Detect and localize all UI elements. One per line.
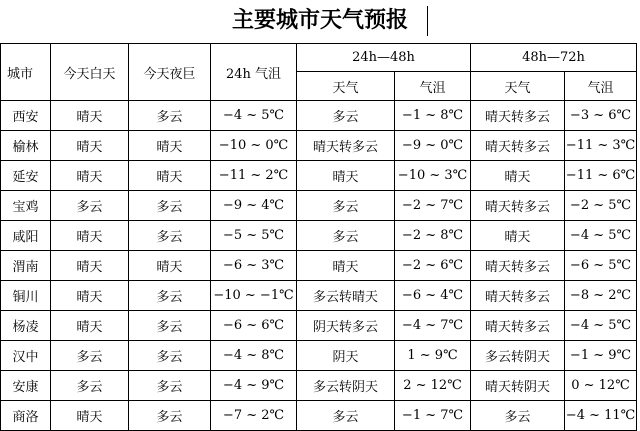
header-temp-48: 气沮	[395, 72, 471, 101]
night-weather-cell: 晴天	[129, 251, 211, 281]
night-weather-cell: 多云	[129, 221, 211, 251]
weather48-cell: 晴天	[297, 251, 395, 281]
temp72-cell: −3 ~ 6℃	[565, 101, 637, 131]
header-group-48-72: 48h—72h	[471, 44, 637, 72]
table-row	[1, 131, 637, 161]
day-weather-cell: 晴天	[51, 221, 129, 251]
city-cell: 商洛	[1, 401, 51, 431]
header-row-1	[1, 44, 637, 72]
day-weather-cell: 多云	[51, 191, 129, 221]
temp24-cell: −4 ~ 8℃	[211, 341, 297, 371]
header-group-24-48: 24h—48h	[297, 44, 471, 72]
day-weather-cell: 多云	[51, 371, 129, 401]
weather72-cell: 晴天转多云	[471, 191, 565, 221]
weather48-cell: 多云转晴天	[297, 281, 395, 311]
weather48-cell: 多云	[297, 221, 395, 251]
temp24-cell: −10 ~ −1℃	[211, 281, 297, 311]
table-row	[1, 221, 637, 251]
night-weather-cell: 多云	[129, 371, 211, 401]
weather48-cell: 多云	[297, 401, 395, 431]
weather48-cell: 阴天转多云	[297, 311, 395, 341]
table-row	[1, 191, 637, 221]
city-cell: 榆林	[1, 131, 51, 161]
temp48-cell: −10 ~ 3℃	[395, 161, 471, 191]
weather48-cell: 阴天	[297, 341, 395, 371]
temp48-cell: −6 ~ 4℃	[395, 281, 471, 311]
day-weather-cell: 晴天	[51, 161, 129, 191]
day-weather-cell: 多云	[51, 341, 129, 371]
temp48-cell: −9 ~ 0℃	[395, 131, 471, 161]
night-weather-cell: 晴天	[129, 161, 211, 191]
forecast-table	[0, 43, 637, 431]
temp72-cell: 0 ~ 12℃	[565, 371, 637, 401]
temp24-cell: −6 ~ 3℃	[211, 251, 297, 281]
weather48-cell: 多云转阴天	[297, 371, 395, 401]
text-cursor	[427, 6, 428, 36]
header-temp-72: 气沮	[565, 72, 637, 101]
temp72-cell: −4 ~ 11℃	[565, 401, 637, 431]
header-day: 今天白天	[51, 44, 129, 101]
table-row	[1, 341, 637, 371]
temp72-cell: −1 ~ 9℃	[565, 341, 637, 371]
temp48-cell: −1 ~ 7℃	[395, 401, 471, 431]
temp72-cell: −4 ~ 5℃	[565, 311, 637, 341]
weather72-cell: 晴天	[471, 221, 565, 251]
temp24-cell: −10 ~ 0℃	[211, 131, 297, 161]
temp24-cell: −4 ~ 9℃	[211, 371, 297, 401]
temp72-cell: −11 ~ 6℃	[565, 161, 637, 191]
weather72-cell: 晴天转阴天	[471, 371, 565, 401]
table-row	[1, 311, 637, 341]
temp24-cell: −5 ~ 5℃	[211, 221, 297, 251]
page-title: 主要城市天气预报	[231, 7, 408, 33]
temp48-cell: −2 ~ 7℃	[395, 191, 471, 221]
day-weather-cell: 晴天	[51, 251, 129, 281]
night-weather-cell: 多云	[129, 191, 211, 221]
night-weather-cell: 晴天	[129, 131, 211, 161]
city-cell: 宝鸡	[1, 191, 51, 221]
weather48-cell: 多云	[297, 191, 395, 221]
table-row	[1, 401, 637, 431]
temp72-cell: −8 ~ 2℃	[565, 281, 637, 311]
city-cell: 杨凌	[1, 311, 51, 341]
temp72-cell: −4 ~ 5℃	[565, 221, 637, 251]
table-row	[1, 371, 637, 401]
temp72-cell: −2 ~ 5℃	[565, 191, 637, 221]
weather72-cell: 晴天转多云	[471, 311, 565, 341]
city-cell: 西安	[1, 101, 51, 131]
city-cell: 汉中	[1, 341, 51, 371]
weather48-cell: 多云	[297, 101, 395, 131]
city-cell: 安康	[1, 371, 51, 401]
weather72-cell: 晴天转多云	[471, 101, 565, 131]
temp72-cell: −6 ~ 5℃	[565, 251, 637, 281]
day-weather-cell: 晴天	[51, 401, 129, 431]
header-weather-48: 天气	[297, 72, 395, 101]
header-weather-72: 天气	[471, 72, 565, 101]
night-weather-cell: 多云	[129, 311, 211, 341]
day-weather-cell: 晴天	[51, 281, 129, 311]
night-weather-cell: 多云	[129, 101, 211, 131]
table-row	[1, 251, 637, 281]
night-weather-cell: 多云	[129, 281, 211, 311]
temp24-cell: −7 ~ 2℃	[211, 401, 297, 431]
weather72-cell: 晴天	[471, 161, 565, 191]
city-cell: 延安	[1, 161, 51, 191]
city-cell: 铜川	[1, 281, 51, 311]
weather72-cell: 多云转阴天	[471, 341, 565, 371]
temp24-cell: −11 ~ 2℃	[211, 161, 297, 191]
weather72-cell: 晴天转多云	[471, 251, 565, 281]
city-cell: 渭南	[1, 251, 51, 281]
night-weather-cell: 多云	[129, 401, 211, 431]
temp24-cell: −9 ~ 4℃	[211, 191, 297, 221]
day-weather-cell: 晴天	[51, 131, 129, 161]
table-row	[1, 101, 637, 131]
temp48-cell: −4 ~ 7℃	[395, 311, 471, 341]
temp48-cell: −2 ~ 6℃	[395, 251, 471, 281]
night-weather-cell: 多云	[129, 341, 211, 371]
weather72-cell: 多云	[471, 401, 565, 431]
weather72-cell: 晴天转多云	[471, 131, 565, 161]
temp48-cell: 1 ~ 9℃	[395, 341, 471, 371]
weather48-cell: 晴天转多云	[297, 131, 395, 161]
table-row	[1, 281, 637, 311]
city-cell: 咸阳	[1, 221, 51, 251]
header-temp24: 24h 气沮	[211, 44, 297, 101]
temp48-cell: −1 ~ 8℃	[395, 101, 471, 131]
temp48-cell: 2 ~ 12℃	[395, 371, 471, 401]
temp48-cell: −2 ~ 8℃	[395, 221, 471, 251]
temp72-cell: −11 ~ 3℃	[565, 131, 637, 161]
weather72-cell: 晴天转多云	[471, 281, 565, 311]
header-night: 今天夜巨	[129, 44, 211, 101]
day-weather-cell: 晴天	[51, 101, 129, 131]
day-weather-cell: 晴天	[51, 311, 129, 341]
temp24-cell: −4 ~ 5℃	[211, 101, 297, 131]
weather48-cell: 晴天	[297, 161, 395, 191]
header-city: 城市	[1, 44, 51, 101]
table-row	[1, 161, 637, 191]
temp24-cell: −6 ~ 6℃	[211, 311, 297, 341]
